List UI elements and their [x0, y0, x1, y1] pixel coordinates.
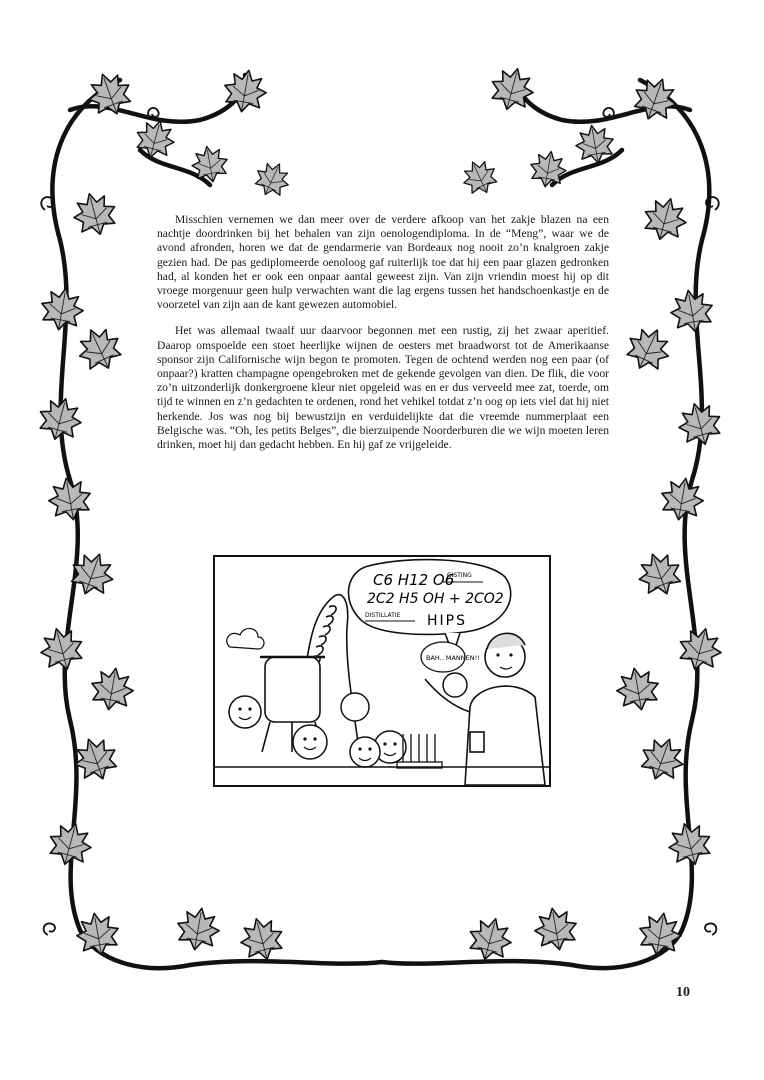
bubble-arrow-label-1: GISTING: [447, 572, 472, 579]
page-number: 10: [676, 985, 690, 1000]
paragraph-1: Misschien vernemen we dan meer over de verdere afkoop van het zakje blazen na een nachtje doordrinken bij het behalen van zijn oenologendiploma. In de “Meng”, waar we de avond afronden, horen we dat de gendarmerie van Bordeaux nog nooit zo’n knalgroen zakje gezien had. De pas gediplomeerde oenoloog gaf ruiterlijk toe dat hij een paar glazen gedronken had, al konden het er ook een onpaar aantal geweest zijn. Van zijn vriendin moest hij op dit vroege morgenuur geen hulp verwachten want die lag ergens tussen het handschoenkastje en de voorzetel van zijn aan de kant gewezen automobiel.: [157, 213, 609, 312]
article-text: [157, 213, 609, 464]
bubble-formula-1: C6 H12 O6: [373, 571, 455, 589]
bubble-formula-2: 2C2 H5 OH + 2CO2: [367, 591, 504, 607]
small-bubble-text: BAH.. MANNEN!!: [426, 654, 480, 662]
cartoon-illustration: [213, 555, 551, 787]
cartoon-drawing: [215, 557, 549, 785]
paragraph-2: Het was allemaal twaalf uur daarvoor begonnen met een rustig, zij het zwaar aperitief. Daarop omspoelde een stoet heerlijke wijnen de oesters met braadworst tot de Amerikaanse sponsor zijn Californische wijn begon te promoten. Tegen de ochtend werden nog een paar (of onpaar?) kratten champagne opengebroken met de gekende gevolgen van dien. De flik, die voor zo’n uitzonderlijk donkergroene kleur niet opgeleid was en er dus verveeld mee zat, toerde, om tijd te winnen en z’n gedachten te ordenen, rond het vehikel totdat z’n oog op iets viel dat hij niet herkende. Jos was nog bij bewustzijn en verduidelijkte dat die vreemde nummerplaat een Belgische was. “Oh, les petits Belges”, die bierzuipende Noorderburen die we wijn moeten leren drinken, moet hij dan gedacht hebben. En hij gaf ze vrijgeleide.: [157, 324, 609, 452]
bubble-hips: HIPS: [427, 613, 467, 629]
bubble-arrow-label-2: DISTILLATIE: [365, 612, 401, 619]
